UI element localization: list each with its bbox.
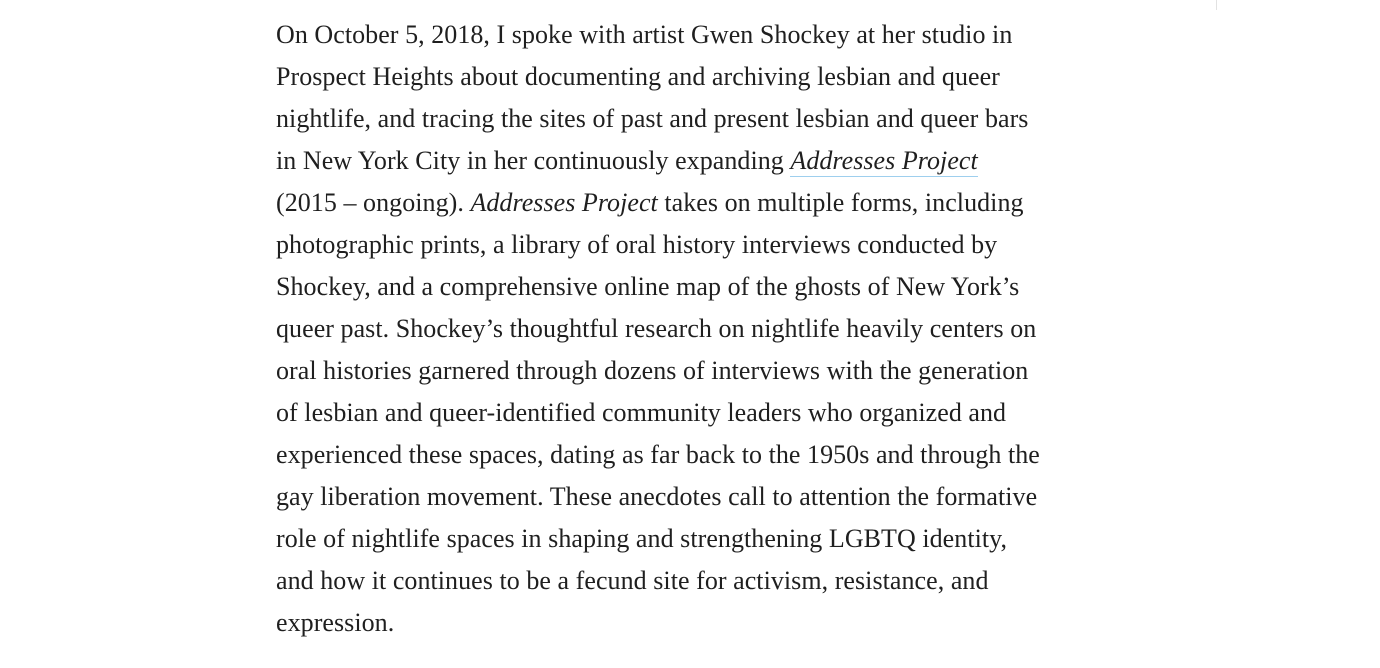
- paragraph-line: queer past. Shockey’s thoughtful research on nightlife heavily centers on: [276, 314, 1037, 343]
- paragraph-line: Prospect Heights about documenting and archiving lesbian and queer: [276, 62, 1000, 91]
- paragraph-line: gay liberation movement. These anecdotes call to attention the formative: [276, 482, 1038, 511]
- paragraph-line: role of nightlife spaces in shaping and strengthening LGBTQ identity,: [276, 524, 1008, 553]
- paragraph-line: expression.: [276, 608, 395, 637]
- paragraph-line: of lesbian and queer-identified community leaders who organized and: [276, 398, 1007, 427]
- project-title-emphasis: Addresses Project: [470, 188, 658, 217]
- paragraph-line: experienced these spaces, dating as far back to the 1950s and through the: [276, 440, 1040, 469]
- paragraph-text: in New York City in her continuously expanding: [276, 146, 791, 175]
- paragraph-line: nightlife, and tracing the sites of past and present lesbian and queer bars: [276, 104, 1029, 133]
- paragraph-line: [276, 182, 1136, 224]
- paragraph-text: (2015 – ongoing).: [276, 188, 471, 217]
- article-paragraph: [276, 14, 1136, 644]
- paragraph-line: oral histories garnered through dozens of interviews with the generation: [276, 356, 1029, 385]
- vertical-divider: [1216, 0, 1217, 10]
- addresses-project-link[interactable]: Addresses Project: [790, 146, 978, 175]
- paragraph-line: Shockey, and a comprehensive online map of the ghosts of New York’s: [276, 272, 1020, 301]
- paragraph-line: photographic prints, a library of oral history interviews conducted by: [276, 230, 998, 259]
- paragraph-line: [276, 140, 1136, 182]
- paragraph-line: On October 5, 2018, I spoke with artist Gwen Shockey at her studio in: [276, 20, 1013, 49]
- paragraph-text: takes on multiple forms, including: [657, 188, 1024, 217]
- paragraph-line: and how it continues to be a fecund site for activism, resistance, and: [276, 566, 989, 595]
